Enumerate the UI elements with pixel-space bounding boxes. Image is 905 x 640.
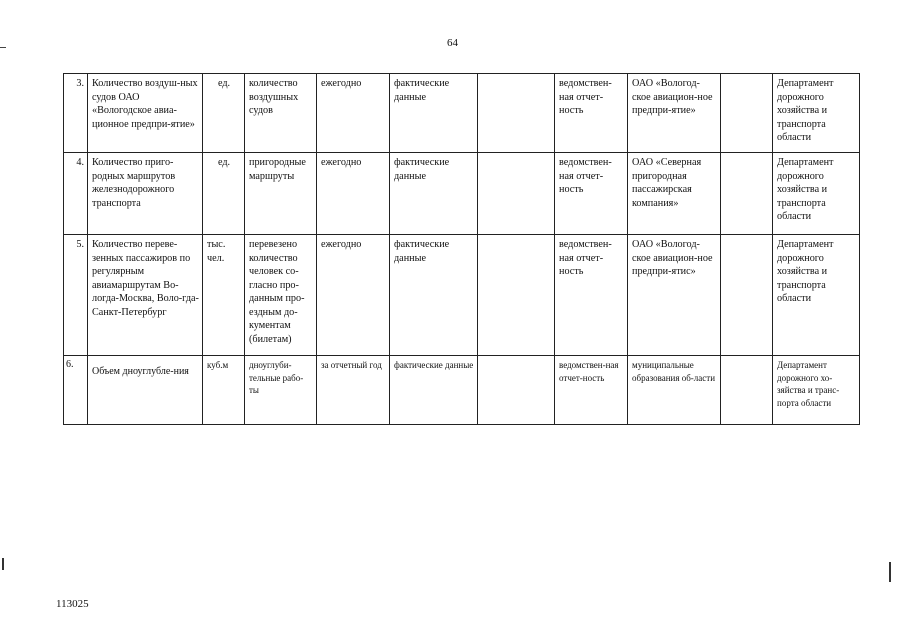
empty-cell [478,235,555,356]
collector-cell: ОАО «Вологод-ское авиацион-ное предпри-ятис» [628,235,721,356]
method-cell: фактические данные [390,74,478,153]
row-number: 4. [64,153,88,235]
empty-cell [478,153,555,235]
unit-cell: ед. [203,153,245,235]
responsible-cell: Департамент дорожного хозяйства и транспорта области [773,153,860,235]
source-cell: ведомствен-ная отчет-ность [555,74,628,153]
empty-cell [721,74,773,153]
unit-cell: куб.м [203,356,245,425]
indicator-name: Количество переве-зенных пассажиров по регулярным авиамаршрутам Во-логда-Москва, Воло-гда-Санкт-Петербург [88,235,203,356]
source-cell: ведомствен-ная отчет-ность [555,235,628,356]
periodicity-cell: ежегодно [317,74,390,153]
empty-cell [721,356,773,425]
table-row [64,153,860,235]
empty-cell [721,235,773,356]
source-cell: ведомствен-ная отчет-ность [555,153,628,235]
empty-cell [478,356,555,425]
table-row [64,356,860,425]
definition-cell: перевезено количество человек со-гласно про-данным про-ездным до-кументам (билетам) [245,235,317,356]
method-cell: фактические данные [390,153,478,235]
method-cell: фактические данные [390,235,478,356]
unit-cell: ед. [203,74,245,153]
periodicity-cell: за отчетный год [317,356,390,425]
row-number: 5. [64,235,88,356]
indicator-name: Количество приго-родных маршрутов железнодорожного транспорта [88,153,203,235]
responsible-cell: Департамент дорожного хозяйства и транспорта области [773,235,860,356]
responsible-cell: Департамент дорожного хозяйства и транспорта области [773,74,860,153]
definition-cell: пригородные маршруты [245,153,317,235]
definition-cell: количество воздушных судов [245,74,317,153]
indicator-name: Количество воздуш-ных судов ОАО «Вологодское авиа-ционное предпри-ятие» [88,74,203,153]
periodicity-cell: ежегодно [317,153,390,235]
table-row [64,74,860,153]
unit-cell: тыс. чел. [203,235,245,356]
page-number: 64 [447,37,458,49]
empty-cell [478,74,555,153]
empty-cell [721,153,773,235]
definition-cell: дноуглуби-тельные рабо-ты [245,356,317,425]
table-row [64,235,860,356]
row-number: 3. [64,74,88,153]
indicator-name: Объем дноуглубле-ния [88,356,203,425]
source-cell: ведомствен-ная отчет-ность [555,356,628,425]
row-number: 6. [64,356,88,425]
collector-cell: ОАО «Северная пригородная пассажирская компания» [628,153,721,235]
indicators-table [63,73,860,425]
scan-mark [2,558,4,570]
periodicity-cell: ежегодно [317,235,390,356]
scan-mark [889,562,891,582]
document-code: 113025 [56,598,89,610]
collector-cell: ОАО «Вологод-ское авиацион-ное предпри-ятие» [628,74,721,153]
method-cell: фактические данные [390,356,478,425]
collector-cell: муниципальные образования об-ласти [628,356,721,425]
responsible-cell: Департамент дорожного хо-зяйства и транс-порта области [773,356,860,425]
